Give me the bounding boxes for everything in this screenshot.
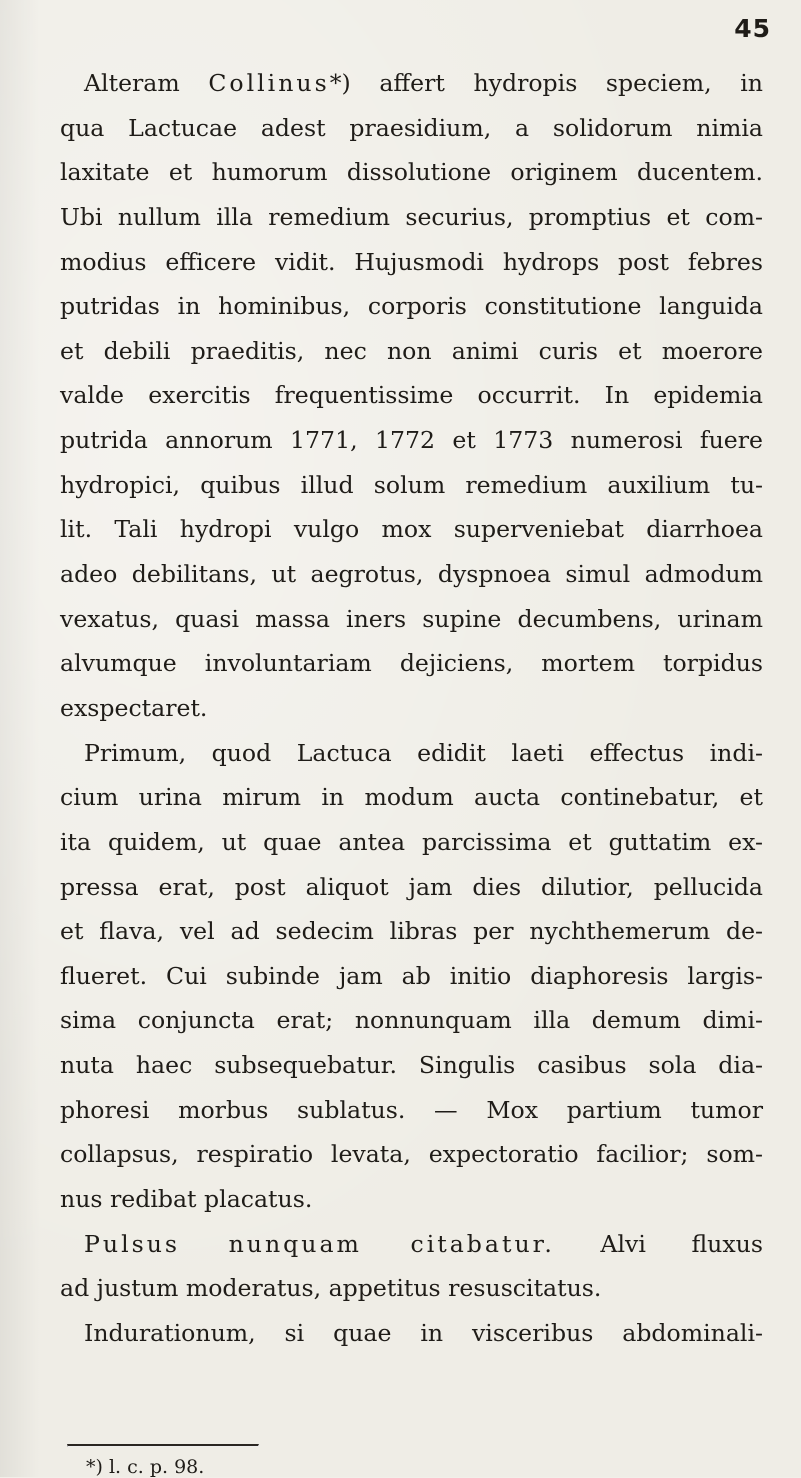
line-text: Alteram — [84, 69, 209, 97]
footnote: *) l. c. p. 98. — [86, 1456, 205, 1478]
line-text: pressa erat, post aliquot jam dies dilutior, pellucida — [60, 872, 763, 901]
line-text-rest: Alvi fluxus — [554, 1229, 763, 1258]
text-line — [60, 150, 763, 195]
spaced-emphasis: Pulsus nunquam citabatur. — [84, 1229, 555, 1258]
text-line — [60, 1043, 763, 1088]
line-text: sima conjuncta erat; nonnunquam illa demum dimi- — [60, 1006, 763, 1035]
line-text-rest: *) affert hydropis speciem, in — [329, 69, 763, 97]
line-text: putridas in hominibus, corporis constitutione languida — [60, 292, 763, 321]
footnote-rule — [67, 1444, 259, 1447]
text-line — [60, 106, 763, 151]
line-text: ita quidem, ut quae antea parcissima et guttatim ex- — [60, 827, 763, 856]
line-text: adeo debilitans, ut aegrotus, dyspnoea simul admodum — [60, 560, 763, 589]
line-text: Indurationum, si quae in visceribus abdominali- — [84, 1318, 763, 1347]
text-line — [60, 329, 763, 374]
text-line — [60, 597, 763, 642]
text-line — [60, 1088, 763, 1133]
text-line — [60, 998, 763, 1043]
line-text: qua Lactucae adest praesidium, a solidorum nimia — [60, 113, 763, 142]
text-line — [60, 731, 763, 776]
text-line — [60, 954, 763, 999]
text-line — [60, 507, 763, 552]
line-text: et flava, vel ad sedecim libras per nychthemerum de- — [60, 917, 763, 946]
line-text: flueret. Cui subinde jam ab initio diaphoresis largis- — [60, 961, 763, 990]
text-line — [60, 775, 763, 820]
text-line — [60, 240, 763, 285]
text-line — [60, 61, 763, 106]
text-line — [60, 552, 763, 597]
line-text: hydropici, quibus illud solum remedium auxilium tu- — [60, 470, 763, 499]
line-text: lit. Tali hydropi vulgo mox superveniebat diarrhoea — [60, 515, 763, 544]
line-text: et debili praeditis, nec non animi curis et moerore — [60, 336, 763, 365]
line-text: nus redibat placatus. — [60, 1185, 313, 1214]
text-line — [60, 195, 763, 240]
line-text: valde exercitis frequentissime occurrit. In epidemia — [60, 381, 763, 410]
body-text — [60, 61, 763, 1356]
spaced-emphasis: Collinus — [208, 69, 330, 97]
line-text: alvumque involuntariam dejiciens, mortem torpidus — [60, 649, 763, 678]
line-text: phoresi morbus sublatus. — Mox partium tumor — [60, 1095, 763, 1124]
text-line — [60, 418, 763, 463]
line-text: nuta haec subsequebatur. Singulis casibus sola dia- — [60, 1051, 763, 1080]
line-text: Primum, quod Lactuca edidit laeti effectus indi- — [84, 738, 763, 767]
text-line — [60, 1266, 763, 1311]
text-line — [60, 373, 763, 418]
text-line — [60, 686, 763, 731]
text-line — [60, 1311, 763, 1356]
page-number: 45 — [734, 14, 771, 43]
line-text: Ubi nullum illa remedium securius, promptius et com- — [60, 202, 763, 231]
text-line — [60, 284, 763, 329]
line-text: collapsus, respiratio levata, expectoratio facilior; som- — [60, 1140, 763, 1169]
line-text: putrida annorum 1771, 1772 et 1773 numerosi fuere — [60, 426, 763, 455]
line-text: modius efficere vidit. Hujusmodi hydrops post febres — [60, 247, 763, 276]
text-line — [60, 1177, 763, 1222]
text-line — [60, 865, 763, 910]
line-text: ad justum moderatus, appetitus resuscitatus. — [60, 1274, 602, 1303]
line-text: laxitate et humorum dissolutione originem ducentem. — [60, 158, 763, 187]
text-line — [60, 820, 763, 865]
line-text: exspectaret. — [60, 693, 208, 722]
line-text: vexatus, quasi massa iners supine decumbens, urinam — [60, 604, 763, 633]
text-line — [60, 909, 763, 954]
line-text: cium urina mirum in modum aucta continebatur, et — [60, 783, 763, 812]
text-line — [60, 1222, 763, 1267]
text-line — [60, 641, 763, 686]
text-line — [60, 463, 763, 508]
text-line — [60, 1132, 763, 1177]
